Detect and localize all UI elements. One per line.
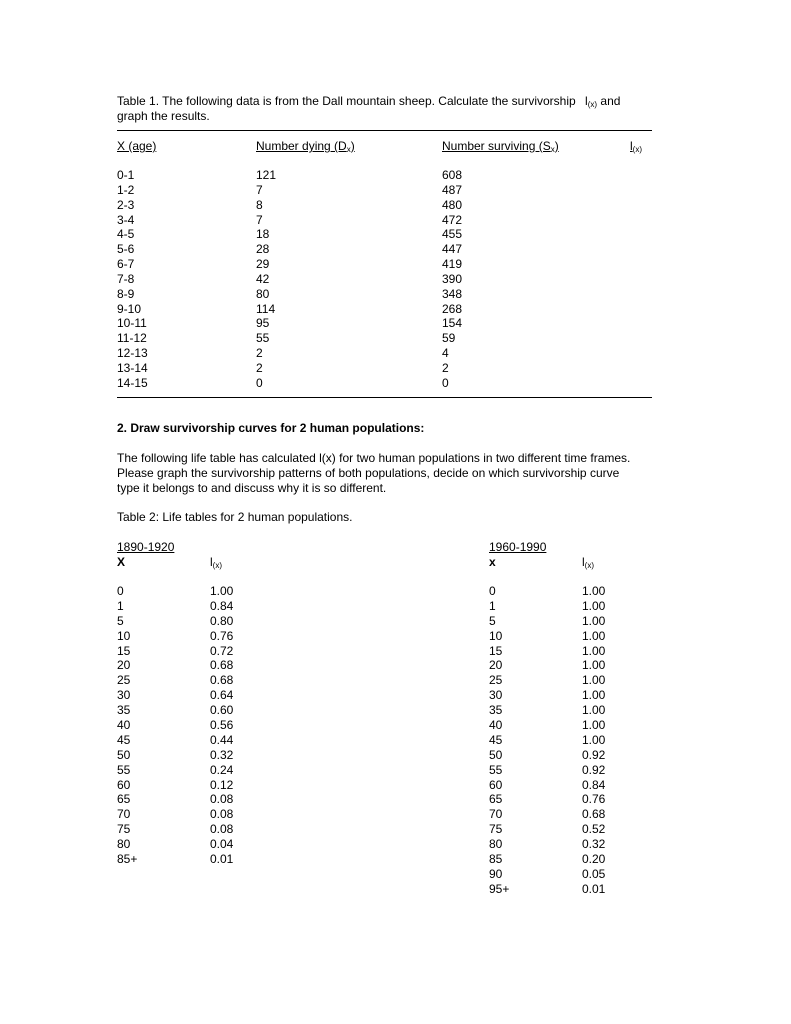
table1-surviving-cell: 390 [442, 271, 463, 286]
pop2-lx-cell: 0.68 [582, 807, 606, 822]
pop1-period: 1890-1920 [117, 540, 175, 554]
pop2-x-column [489, 584, 509, 897]
pop2-x-cell: 10 [489, 628, 503, 643]
pop1-x-cell: 1 [117, 598, 124, 613]
table1-caption-line1: Table 1. The following data is from the Dall mountain sheep. Calculate the survivorship [117, 94, 576, 108]
pop2-lx-cell: 1.00 [582, 658, 606, 673]
table1-surviving-cell: 487 [442, 182, 463, 197]
table1-surviving-cell: 348 [442, 286, 463, 301]
pop1-x-cell: 80 [117, 837, 131, 852]
pop2-lx-cell: 0.52 [582, 822, 606, 837]
table1-surviving-cell: 608 [442, 168, 463, 182]
pop1-lx-cell: 0.08 [210, 807, 234, 822]
table1-surviving-cell: 59 [442, 331, 456, 346]
pop1-x-cell: 85+ [117, 852, 138, 867]
pop2-lx-cell: 1.00 [582, 643, 606, 658]
table1-surviving-cell: 447 [442, 242, 463, 257]
pop1-lx-cell: 0.12 [210, 777, 234, 792]
table1-caption-and: and [600, 94, 621, 108]
table1-surviving-cell: 2 [442, 360, 449, 375]
pop2-x-cell: 40 [489, 718, 503, 733]
table1-dying-cell: 121 [256, 168, 277, 182]
table1-dying-cell: 28 [256, 242, 270, 257]
pop2-x-cell: 85 [489, 852, 503, 867]
pop1-x-cell: 70 [117, 807, 131, 822]
pop1-lx-cell: 0.68 [210, 673, 234, 688]
pop2-x-cell: 0 [489, 584, 496, 598]
pop1-x-cell: 25 [117, 673, 131, 688]
table1-age-cell: 13-14 [117, 360, 148, 375]
table1-age-cell: 11-12 [117, 331, 147, 346]
table1-surviving-column [442, 168, 462, 391]
table1-dying-cell: 42 [256, 271, 270, 286]
table1-dying-cell: 80 [256, 286, 270, 301]
pop1-lx-cell: 0.84 [210, 598, 234, 613]
table1-age-cell: 7-8 [117, 271, 135, 286]
pop2-lx-cell: 0.32 [582, 837, 606, 852]
table1-dying-cell: 2 [256, 346, 263, 361]
pop2-lx-cell: 1.00 [582, 718, 606, 733]
table1-dying-cell: 18 [256, 227, 270, 242]
pop1-x-cell: 75 [117, 822, 131, 837]
table1-age-cell: 14-15 [117, 375, 148, 390]
pop2-x-cell: 95+ [489, 881, 510, 896]
pop1-x-cell: 55 [117, 762, 131, 777]
pop2-x-cell: 5 [489, 613, 496, 628]
table1-surviving-cell: 480 [442, 197, 463, 212]
pop1-lx-cell: 0.68 [210, 658, 234, 673]
table1-surviving-cell: 0 [442, 375, 449, 390]
table1-surviving-cell: 455 [442, 227, 463, 242]
pop2-lx-cell: 0.01 [582, 881, 606, 896]
pop1-x-cell: 30 [117, 688, 131, 703]
pop2-lx-header: $l_{(x)}$ [582, 555, 594, 570]
table1-surviving-cell: 154 [442, 316, 463, 331]
pop1-lx-cell: 0.76 [210, 628, 234, 643]
section2-heading: 2. Draw survivorship curves for 2 human populations: [117, 421, 425, 435]
pop1-x-cell: 0 [117, 584, 124, 598]
pop1-lx-cell: 0.56 [210, 718, 234, 733]
pop2-lx-cell: 1.00 [582, 628, 606, 643]
table2-caption: Table 2: Life tables for 2 human populations. [117, 510, 353, 524]
pop1-lx-cell: 0.72 [210, 643, 234, 658]
pop2-lx-cell: 0.76 [582, 792, 606, 807]
pop2-lx-cell: 1.00 [582, 598, 606, 613]
table1-dying-cell: 95 [256, 316, 270, 331]
pop2-x-cell: 45 [489, 732, 503, 747]
table1-dying-column [256, 168, 276, 391]
table1-age-cell: 0-1 [117, 168, 135, 182]
pop1-lx-cell: 0.08 [210, 822, 234, 837]
pop1-x-column [117, 584, 137, 867]
table1-dying-cell: 114 [256, 301, 276, 316]
table1-surviving-cell: 472 [442, 212, 463, 227]
pop1-lx-cell: 0.04 [210, 837, 234, 852]
pop2-x-cell: 65 [489, 792, 503, 807]
pop2-lx-cell: 1.00 [582, 703, 606, 718]
pop1-x-header: X [117, 555, 126, 569]
table1-caption-symbol: $l_{(x)}$ [585, 94, 598, 109]
table1-surviving-cell: 419 [442, 257, 463, 272]
pop2-lx-column [582, 584, 605, 897]
pop1-x-cell: 35 [117, 703, 131, 718]
pop2-lx-cell: 1.00 [582, 584, 606, 598]
section2-paragraph-line2: Please graph the survivorship patterns of both populations, decide on which survivorship curve [117, 466, 620, 480]
pop1-lx-cell: 0.32 [210, 747, 234, 762]
table1-dying-cell: 2 [256, 360, 263, 375]
table1-age-cell: 5-6 [117, 242, 135, 257]
table1-age-cell: 6-7 [117, 257, 135, 272]
pop1-lx-cell: 0.60 [210, 703, 234, 718]
pop1-x-cell: 65 [117, 792, 131, 807]
pop1-lx-cell: 0.08 [210, 792, 234, 807]
pop2-x-cell: 75 [489, 822, 503, 837]
table1-header-surviving: Number surviving $(S_x)$ [442, 139, 559, 154]
pop2-x-cell: 15 [489, 643, 503, 658]
table1-surviving-cell: 268 [442, 301, 463, 316]
table1-header-lx: $l_{(x)}$ [630, 139, 642, 154]
table1-caption [117, 94, 662, 109]
table1-caption-line2: graph the results. [117, 109, 210, 123]
pop1-x-cell: 15 [117, 643, 131, 658]
table1-age-cell: 2-3 [117, 197, 135, 212]
pop2-period: 1960-1990 [489, 540, 547, 554]
table1-dying-cell: 29 [256, 257, 270, 272]
pop2-lx-cell: 0.92 [582, 762, 606, 777]
pop2-x-cell: 55 [489, 762, 503, 777]
pop1-x-cell: 45 [117, 732, 131, 747]
table1-dying-cell: 7 [256, 182, 263, 197]
table1-age-cell: 9-10 [117, 301, 142, 316]
pop2-lx-cell: 1.00 [582, 732, 606, 747]
pop2-lx-cell: 0.20 [582, 852, 606, 867]
pop2-x-cell: 90 [489, 866, 503, 881]
pop2-lx-cell: 0.84 [582, 777, 606, 792]
pop1-lx-column [210, 584, 233, 867]
pop1-x-cell: 20 [117, 658, 131, 673]
pop2-x-cell: 20 [489, 658, 503, 673]
pop1-lx-cell: 0.44 [210, 732, 234, 747]
pop2-x-cell: 1 [489, 598, 496, 613]
table1-dying-cell: 7 [256, 212, 263, 227]
table1-header-dying: Number dying $(D_x)$ [256, 139, 355, 154]
table1-top-rule [117, 130, 652, 131]
pop2-lx-cell: 0.05 [582, 866, 606, 881]
pop2-x-header: x [489, 555, 496, 569]
table1-header-age: X (age) [117, 139, 157, 153]
pop1-lx-cell: 0.64 [210, 688, 234, 703]
table1-dying-cell: 55 [256, 331, 270, 346]
pop2-x-cell: 25 [489, 673, 503, 688]
pop1-x-cell: 5 [117, 613, 124, 628]
pop1-x-cell: 10 [117, 628, 131, 643]
pop2-x-cell: 80 [489, 837, 503, 852]
pop2-x-cell: 70 [489, 807, 503, 822]
pop1-lx-header: $l_{(x)}$ [210, 555, 222, 570]
pop2-lx-cell: 1.00 [582, 673, 606, 688]
table1-age-cell: 12-13 [117, 346, 148, 361]
pop2-x-cell: 30 [489, 688, 503, 703]
table1-age-cell: 8-9 [117, 286, 135, 301]
pop2-lx-cell: 1.00 [582, 688, 606, 703]
pop1-x-cell: 60 [117, 777, 131, 792]
section2-paragraph-line1: The following life table has calculated l(x) for two human populations in two different time frames. [117, 451, 631, 465]
table1-bottom-rule [117, 397, 652, 398]
table1-age-cell: 4-5 [117, 227, 135, 242]
pop1-lx-cell: 0.01 [210, 852, 234, 867]
table1-age-cell: 10-11 [117, 316, 147, 331]
pop2-x-cell: 60 [489, 777, 503, 792]
table1-age-column [117, 168, 148, 391]
pop1-lx-cell: 0.24 [210, 762, 234, 777]
table1-age-cell: 1-2 [117, 182, 135, 197]
pop2-lx-cell: 0.92 [582, 747, 606, 762]
pop2-x-cell: 50 [489, 747, 503, 762]
pop1-x-cell: 50 [117, 747, 131, 762]
table1-age-cell: 3-4 [117, 212, 135, 227]
pop2-x-cell: 35 [489, 703, 503, 718]
pop1-x-cell: 40 [117, 718, 131, 733]
pop1-lx-cell: 0.80 [210, 613, 234, 628]
pop1-lx-cell: 1.00 [210, 584, 234, 598]
pop2-lx-cell: 1.00 [582, 613, 606, 628]
table1-dying-cell: 0 [256, 375, 263, 390]
table1-dying-cell: 8 [256, 197, 263, 212]
section2-paragraph-line3: type it belongs to and discuss why it is so different. [117, 481, 387, 495]
table1-surviving-cell: 4 [442, 346, 449, 361]
